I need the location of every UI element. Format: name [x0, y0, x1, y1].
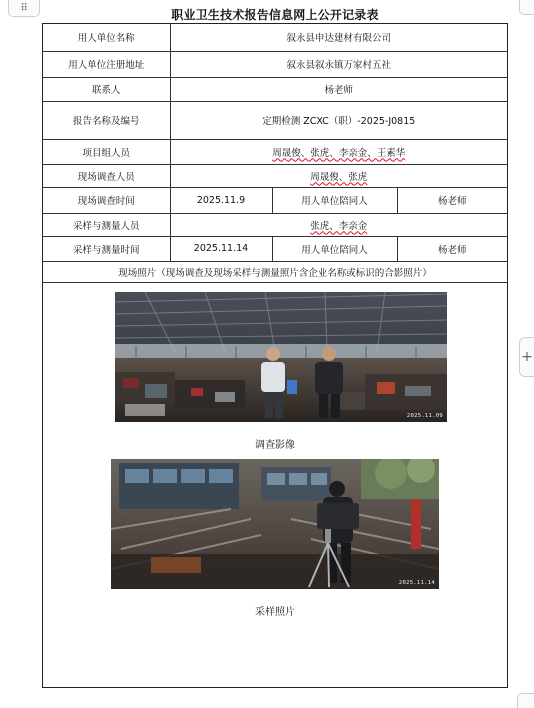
sampling-staff-value: 张虎、李亲金: [310, 220, 368, 232]
employer-label: 用人单位名称: [43, 24, 170, 51]
sampling-time-label: 采样与测量时间: [43, 236, 170, 261]
survey-escort-label: 用人单位陪同人: [272, 187, 397, 213]
team-cell: [170, 139, 507, 164]
table-row: [43, 101, 507, 139]
sampling-staff-cell: [170, 213, 507, 236]
corner-handle-bottom[interactable]: [517, 693, 534, 708]
sampling-time-value: 2025.11.14: [170, 236, 272, 261]
survey-staff-cell: [170, 164, 507, 187]
sampling-photo-timestamp: 2025.11.14: [398, 580, 435, 586]
table-row: [43, 24, 507, 51]
employer-value: 叙永县申达建材有限公司: [170, 24, 507, 51]
table-row: [43, 77, 507, 101]
table-row: [43, 261, 507, 282]
table-row: [43, 187, 507, 213]
survey-staff-value: 周晟俊、张虎: [310, 171, 368, 183]
sampling-caption: 采样照片: [255, 607, 295, 618]
sampling-escort-value: 杨老师: [397, 236, 507, 261]
report-label: 报告名称及编号: [43, 101, 170, 139]
table-row: [43, 164, 507, 187]
sampling-photo-image: [111, 459, 439, 589]
record-table: [43, 24, 507, 283]
table-row: [43, 213, 507, 236]
sampling-escort-label: 用人单位陪同人: [272, 236, 397, 261]
photos-label: 现场照片（现场调查及现场采样与测量照片含企业名称或标识的合影照片）: [43, 261, 507, 282]
survey-escort-value: 杨老师: [397, 187, 507, 213]
survey-caption: 调查影像: [255, 440, 295, 451]
survey-time-label: 现场调查时间: [43, 187, 170, 213]
table-row: [43, 236, 507, 261]
survey-staff-label: 现场调查人员: [43, 164, 170, 187]
contact-value: 杨老师: [170, 77, 507, 101]
page-title: 职业卫生技术报告信息网上公开记录表: [171, 8, 379, 22]
sampling-photo: [111, 459, 439, 589]
record-sheet: [42, 23, 508, 688]
survey-photo: [115, 292, 447, 422]
table-row: [43, 139, 507, 164]
corner-handle[interactable]: [519, 0, 534, 15]
survey-photo-timestamp: 2025.11.09: [406, 413, 443, 419]
expand-icon[interactable]: +: [519, 337, 534, 377]
table-row: [43, 51, 507, 77]
sampling-staff-label: 采样与测量人员: [43, 213, 170, 236]
grip-icon[interactable]: ⠿: [8, 0, 40, 17]
address-label: 用人单位注册地址: [43, 51, 170, 77]
photo-area: [43, 282, 507, 687]
report-value: 定期检测 ZCXC（职）-2025-J0815: [170, 101, 507, 139]
address-value: 叙永县叙永镇万家村五社: [170, 51, 507, 77]
survey-time-value: 2025.11.9: [170, 187, 272, 213]
survey-photo-image: [115, 292, 447, 422]
team-label: 项目组人员: [43, 139, 170, 164]
contact-label: 联系人: [43, 77, 170, 101]
team-value: 周晟俊、张虎、李亲金、王素华: [272, 147, 406, 159]
